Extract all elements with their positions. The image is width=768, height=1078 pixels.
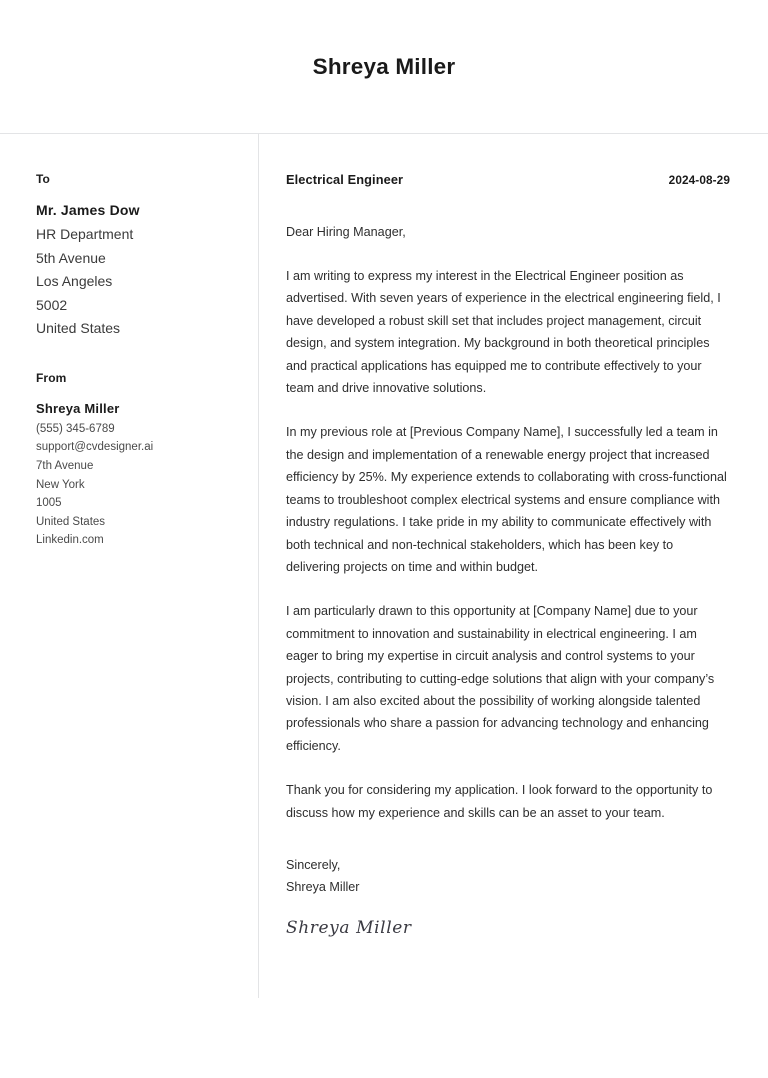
sender-section-label: From [36,370,67,385]
sender-address-line: 7th Avenue [36,459,94,472]
sender-address-line: United States [36,515,106,528]
letter-date: 2024-08-29 [668,173,730,187]
page-title: Shreya Miller [312,53,456,79]
closing-salutation: Sincerely, [286,857,341,872]
recipient-address-line: 5002 [36,296,68,313]
recipient-section-label: To [36,172,50,186]
recipient-address-line: Los Angeles [36,273,113,290]
recipient-name: Mr. James Dow [36,202,140,218]
recipient-address-line: HR Department [36,226,134,242]
letter-paragraph: Thank you for considering my application. I look forward to the opportunity to discuss how my experience and skills can be an asset to your team. [286,783,713,820]
letter-paragraph: I am writing to express my interest in the Electrical Engineer position as advertised. With seven years of experience in the electrical engineering field, I have developed a robust skill set that includes project management, circuit design, and system integration. My background in both theoretical principles and practical applications has equipped me to contribute effectively to your team and drive innovative solutions. [286,269,721,396]
sender-email: support@cvdesigner.ai [36,441,154,454]
letter-paragraph: I am particularly drawn to this opportunity at [Company Name] due to your commitment to innovation and sustainability in electrical engineering. I am eager to bring my expertise in circuit analysis and control systems to your projects, contributing to cutting-edge solutions that align with your company’s vision. I am also excited about the possibility of working alongside talented professionals who share a passion for advancing technology and enhancing efficiency. [286,604,715,753]
sender-website: Linkedin.com [36,534,104,547]
sidebar-contact-panel [0,134,258,550]
recipient-address-line: United States [36,320,121,337]
job-title: Electrical Engineer [286,172,404,187]
letter-content [259,134,768,938]
sender-block [36,371,230,551]
recipient-address-line: 5th Avenue [36,249,106,266]
sender-phone: (555) 345-6789 [36,422,115,435]
signature: Shreya Miller [286,918,412,939]
letter-header [0,0,768,133]
letter-paragraph: In my previous role at [Previous Company Name], I successfully led a team in the design and implementation of a renewable energy project that increased efficiency by 25%. My experience extends to collaborating with cross-functional teams to troubleshoot complex electrical systems and ensure compliance with industry regulations. I take pride in my ability to communicate effectively with both technical and non-technical stakeholders, which has been key to delivering projects on time and within budget. [286,425,727,574]
letter-body [0,134,768,998]
letter-title-row [286,172,730,187]
letter-closing [286,854,730,898]
salutation: Dear Hiring Manager, [286,225,406,239]
sender-address-line: New York [36,478,85,491]
closing-name: Shreya Miller [286,880,360,894]
recipient-block [36,172,230,341]
sender-name: Shreya Miller [36,400,120,416]
sender-address-line: 1005 [36,497,62,510]
